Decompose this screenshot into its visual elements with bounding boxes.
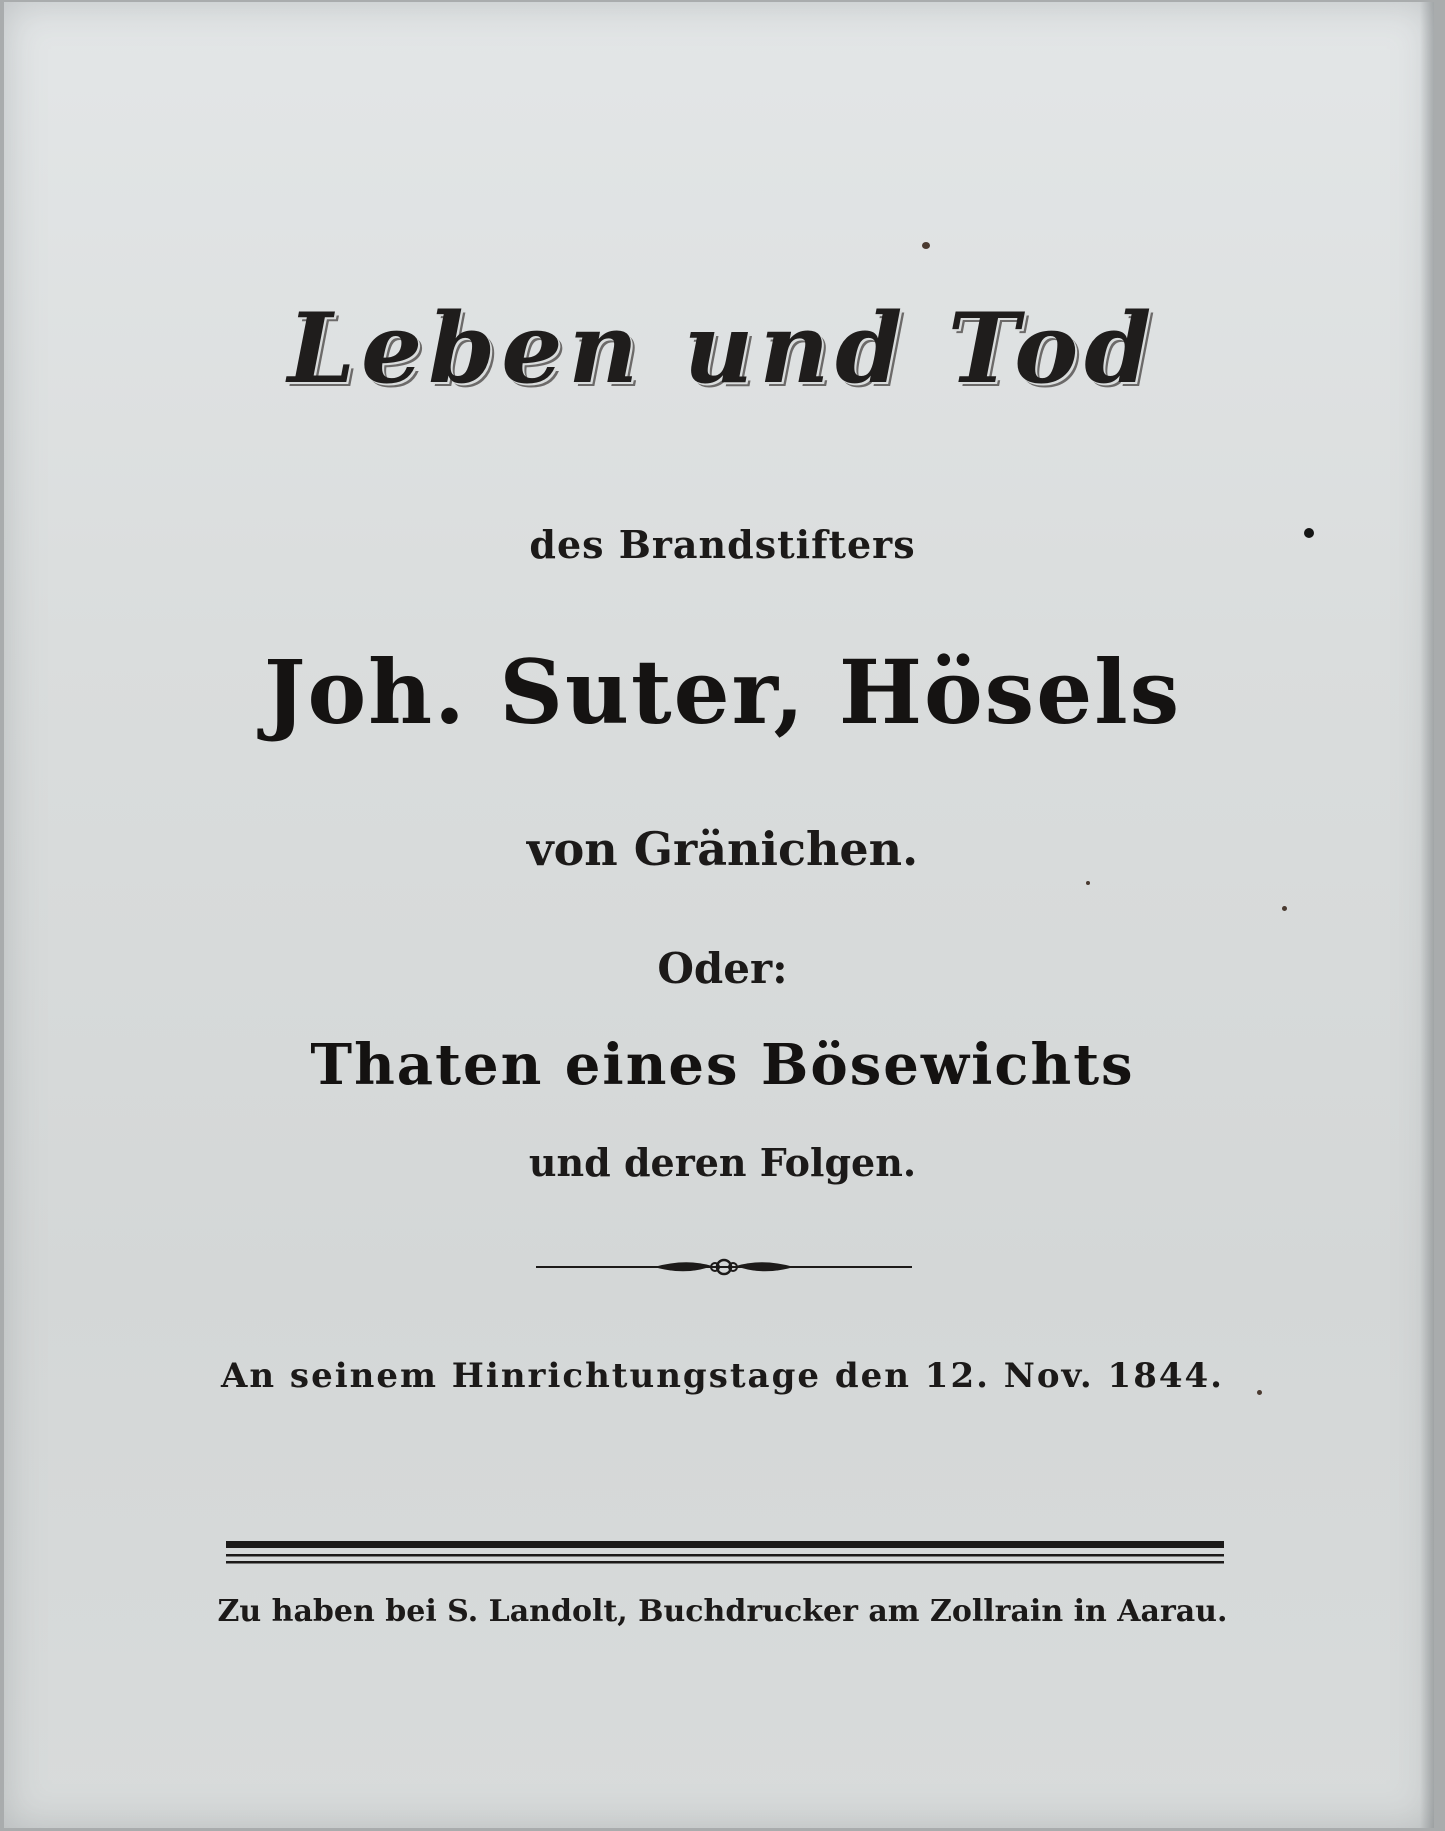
paper-speck [1086,881,1090,885]
alternate-title: Thaten eines Bösewichts [310,1032,1135,1098]
subject-origin: von Gränichen. [526,822,919,876]
subtitle: des Brandstifters [529,522,916,567]
subject-name: Joh. Suter, Hösels [263,640,1182,744]
printer-imprint: Zu haben bei S. Landolt, Buchdrucker am Zollrain in Aarau. [217,1594,1228,1629]
double-rule-divider [226,1537,1224,1567]
paper-speck [1282,906,1287,911]
conjunction: Oder: [657,944,788,993]
execution-date-line: An seinem Hinrichtungstage den 12. Nov. 1844. [220,1356,1225,1396]
alternate-title-continued: und deren Folgen. [528,1140,917,1185]
paper-speck [922,242,930,249]
ornament-divider [536,1252,912,1282]
page-title: Leben und Tod [287,292,1158,405]
